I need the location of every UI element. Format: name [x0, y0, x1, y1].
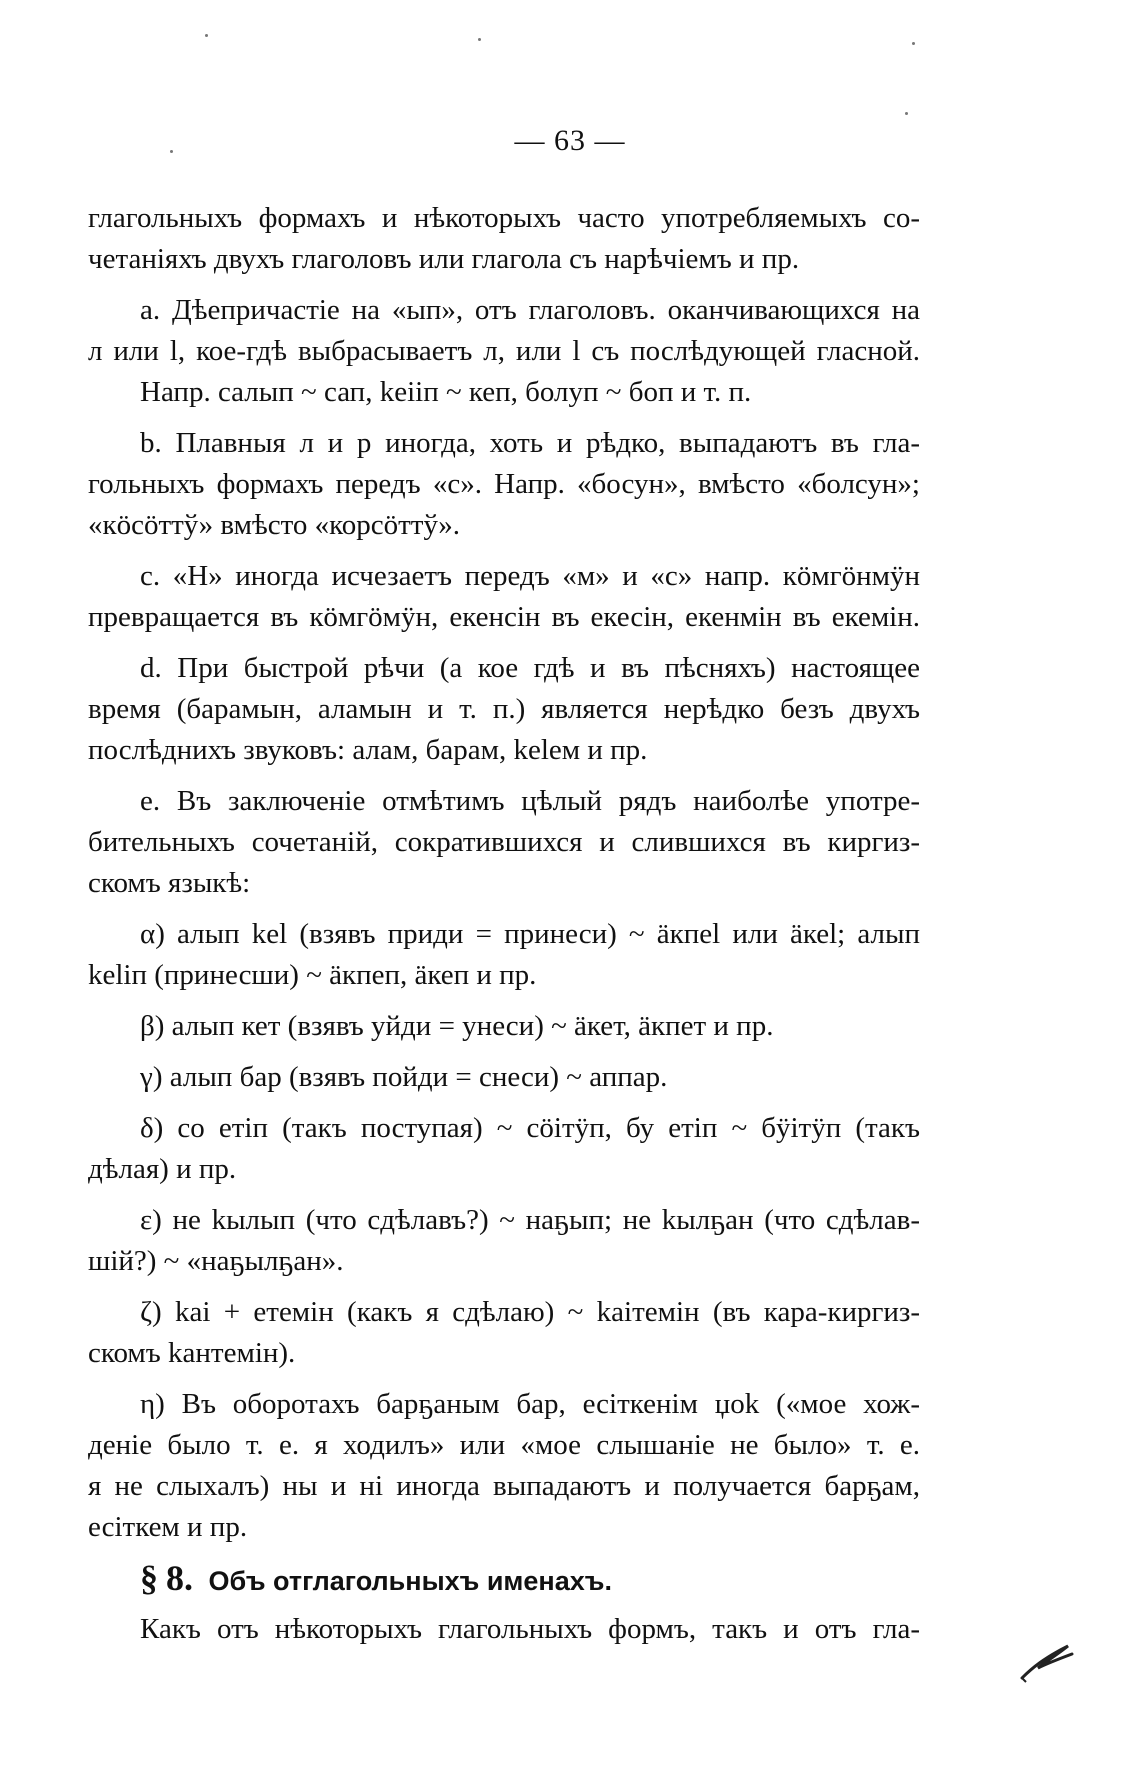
text-line: есiткем и пр. [88, 1511, 248, 1543]
pen-mark-icon [1018, 1638, 1078, 1684]
text-line: я не слыхалъ) ны и нi иногда выпадаютъ и получается барҕам, [88, 1470, 920, 1502]
final-line: Какъ отъ нѣкоторыхъ глагольныхъ формъ, такъ и отъ гла- [140, 1613, 920, 1645]
text-line: четаніяхъ двухъ глаголовъ или глагола съ нарѣчіемъ и пр. [88, 243, 800, 275]
item-delta-line: δ) со етiп (такъ поступая) ~ сӧiтӱп, бу етiп ~ бӱiтӱп (такъ [140, 1112, 920, 1144]
section-title: Объ отглагольныхъ именахъ. [208, 1566, 612, 1596]
paragraph-b-line: b. Плавныя л и р иногда, хоть и рѣдко, выпадаютъ въ гла- [140, 427, 920, 459]
item-epsilon-line: ε) не kылып (что сдѣлавъ?) ~ наҕып; не kылҕан (что сдѣлав- [140, 1204, 920, 1236]
text-line: «кӧсӧттў» вмѣсто «корсӧттў». [88, 509, 461, 541]
text-line: скомъ kантемiн). [88, 1337, 296, 1369]
scan-speck [478, 38, 481, 41]
item-zeta-line: ζ) kai + етемiн (какъ я сдѣлаю) ~ kaiтемiн (въ кара-киргиз- [140, 1296, 920, 1328]
section-number: 8. [166, 1558, 193, 1598]
paragraph-a-line: a. Дѣепричастіе на «ып», отъ глаголовъ. оканчивающихся на [140, 294, 920, 326]
text-line: шiй?) ~ «наҕылҕан». [88, 1245, 344, 1277]
item-alpha-line: α) алып kel (взявъ приди = принеси) ~ ӓкпеl или ӓкеl; алып [140, 918, 920, 950]
paragraph-c-line: c. «Н» иногда исчезаетъ передъ «м» и «с» напр. кӧмгӧнмӱн [140, 560, 920, 592]
text-line: скомъ языкѣ: [88, 867, 251, 899]
item-eta-line: η) Въ оборотахъ барҕаным бар, есiткенiм џоk («мое хож- [140, 1388, 920, 1420]
scan-speck [205, 34, 208, 37]
text-line: время (барамын, аламын и т. п.) является нерѣдко безъ двухъ [88, 693, 920, 725]
paragraph-d-line: d. При быстрой рѣчи (а кое гдѣ и въ пѣсняхъ) настоящее [140, 652, 920, 684]
section-heading [88, 1558, 920, 1599]
paragraph-e-line: e. Въ заключеніе отмѣтимъ цѣлый рядъ наиболѣе употре- [140, 785, 920, 817]
text-line: глагольныхъ формахъ и нѣкоторыхъ часто употребляемыхъ со- [88, 202, 920, 234]
body-text [88, 198, 920, 1650]
text-line: деніе было т. е. я ходилъ» или «мое слышаніе не было» т. е. [88, 1429, 920, 1461]
text-line: превращается въ кӧмгӧмӱн, екенсiн въ екесiн, екенмiн въ екемiн. [88, 601, 920, 633]
item-beta-line: β) алып кет (взявъ уйди = унеси) ~ ӓкет, ӓкпет и пр. [140, 1010, 774, 1042]
scan-speck [912, 42, 915, 45]
text-line: послѣднихъ звуковъ: алам, барам, keleм и пр. [88, 734, 648, 766]
text-line: keliп (принесши) ~ ӓкпеп, ӓкеп и пр. [88, 959, 537, 991]
page-number: — 63 — [514, 124, 626, 157]
scan-speck [905, 112, 908, 115]
text-line: Напр. салып ~ сап, keiiп ~ кеп, болуп ~ боп и т. п. [140, 376, 752, 408]
text-line: бительныхъ сочетаній, сократившихся и слившихся въ киргиз- [88, 826, 920, 858]
section-symbol: § [140, 1558, 158, 1598]
text-line: дѣлая) и пр. [88, 1153, 237, 1185]
item-gamma-line: γ) алып бар (взявъ пойди = снеси) ~ аппар. [140, 1061, 668, 1093]
text-line: гольныхъ формахъ передъ «с». Напр. «босун», вмѣсто «болсун»; [88, 468, 920, 500]
text-line: л или l, кое-гдѣ выбрасываетъ л, или l съ послѣдующей гласной. [88, 335, 920, 367]
